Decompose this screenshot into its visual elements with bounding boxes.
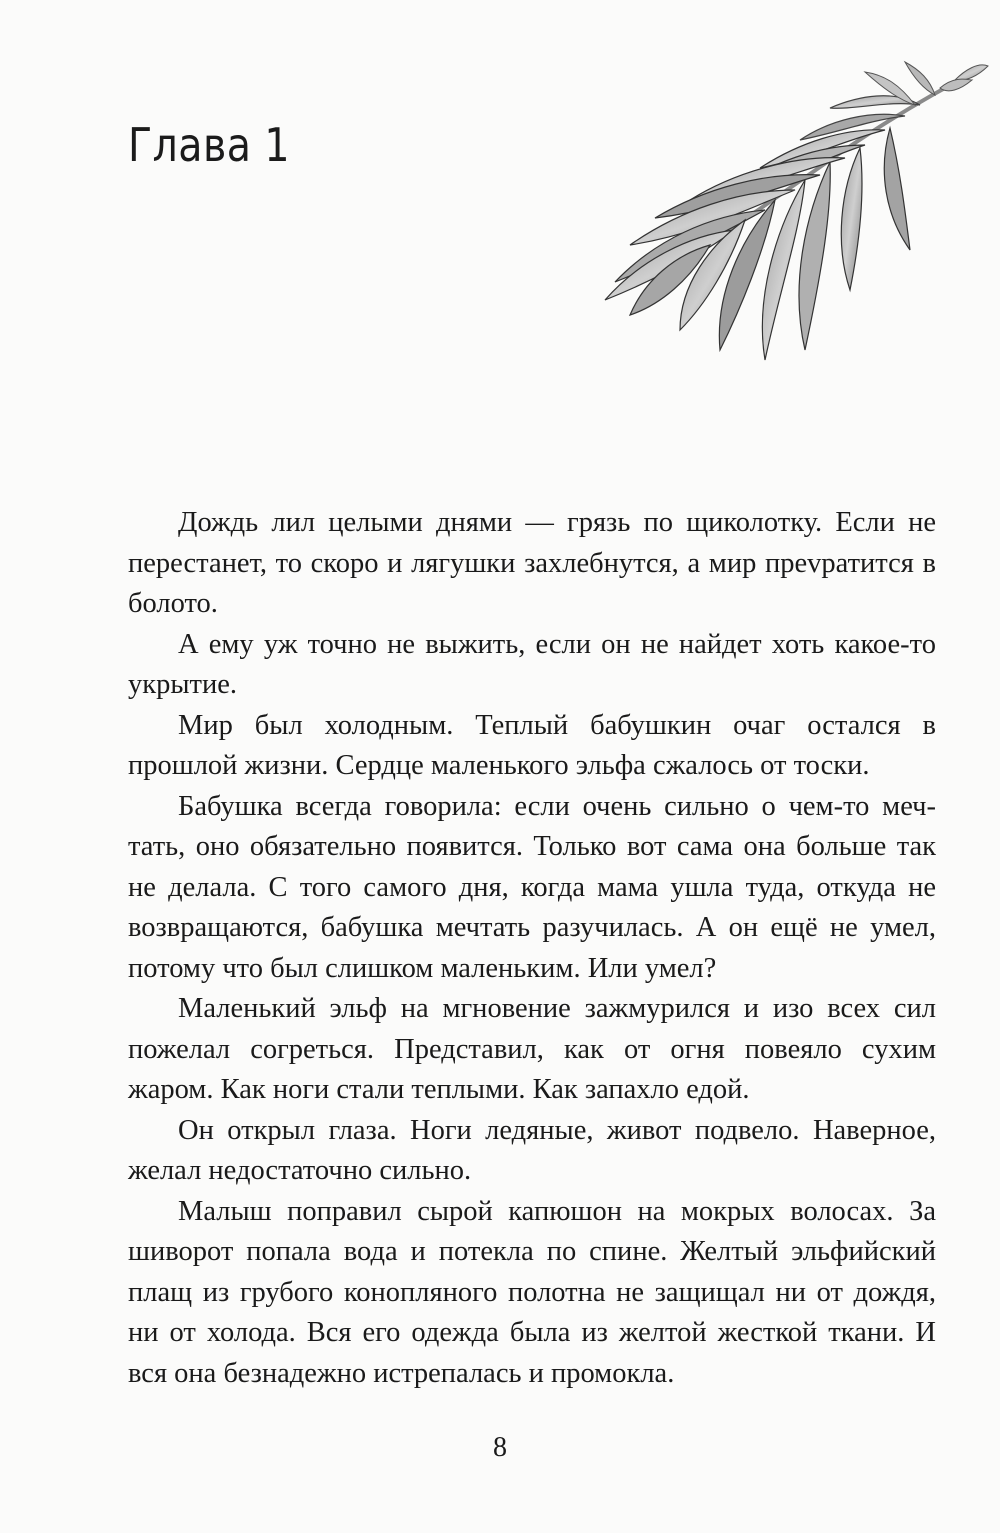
chapter-title: Глава 1	[128, 118, 290, 172]
paragraph: Бабушка всегда говорила: если очень сильно о чем-то мечтать, оно обязательно появится. Только вот сама она больше так не делала. С того самого дня, когда мама ушла туда, откуда не возвращаются, бабушка мечтать разучилась. А он ещё не умел, потому что был слишком маленьким. Или умел?	[128, 790, 936, 984]
body-text	[128, 503, 936, 1394]
paragraph: Мир был холодным. Теплый бабушкин очаг остался в прошлой жизни. Сердце маленького эльфа сжалось от тоски.	[128, 709, 936, 781]
paragraph: А ему уж точно не выжить, если он не найдет хоть какое-то укрытие.	[128, 628, 936, 700]
paragraph: Малыш поправил сырой капюшон на мокрых волосах. За шиворот попала вода и потекла по спине. Желтый эльфийский плащ из грубого конопляного полотна не защищал ни от дождя, ни от холода. Вся его одежда была из желтой жесткой ткани. И вся она безнадежно истрепалась и промокла.	[128, 1195, 936, 1389]
rosemary-branch-icon	[560, 50, 990, 380]
paragraph: Он открыл глаза. Ноги ледяные, живот подвело. Наверное, желал недостаточно сильно.	[128, 1114, 936, 1186]
paragraph: Маленький эльф на мгновение зажмурился и изо всех сил пожелал согреться. Представил, как от огня повеяло сухим жаром. Как ноги стали теплыми. Как запахло едой.	[128, 993, 936, 1105]
page-number: 8	[493, 1432, 507, 1463]
paragraph: Дождь лил целыми днями — грязь по щиколотку. Если не перестанет, то скоро и лягушки захлебнутся, а мир преvратится в болото.	[128, 507, 936, 619]
